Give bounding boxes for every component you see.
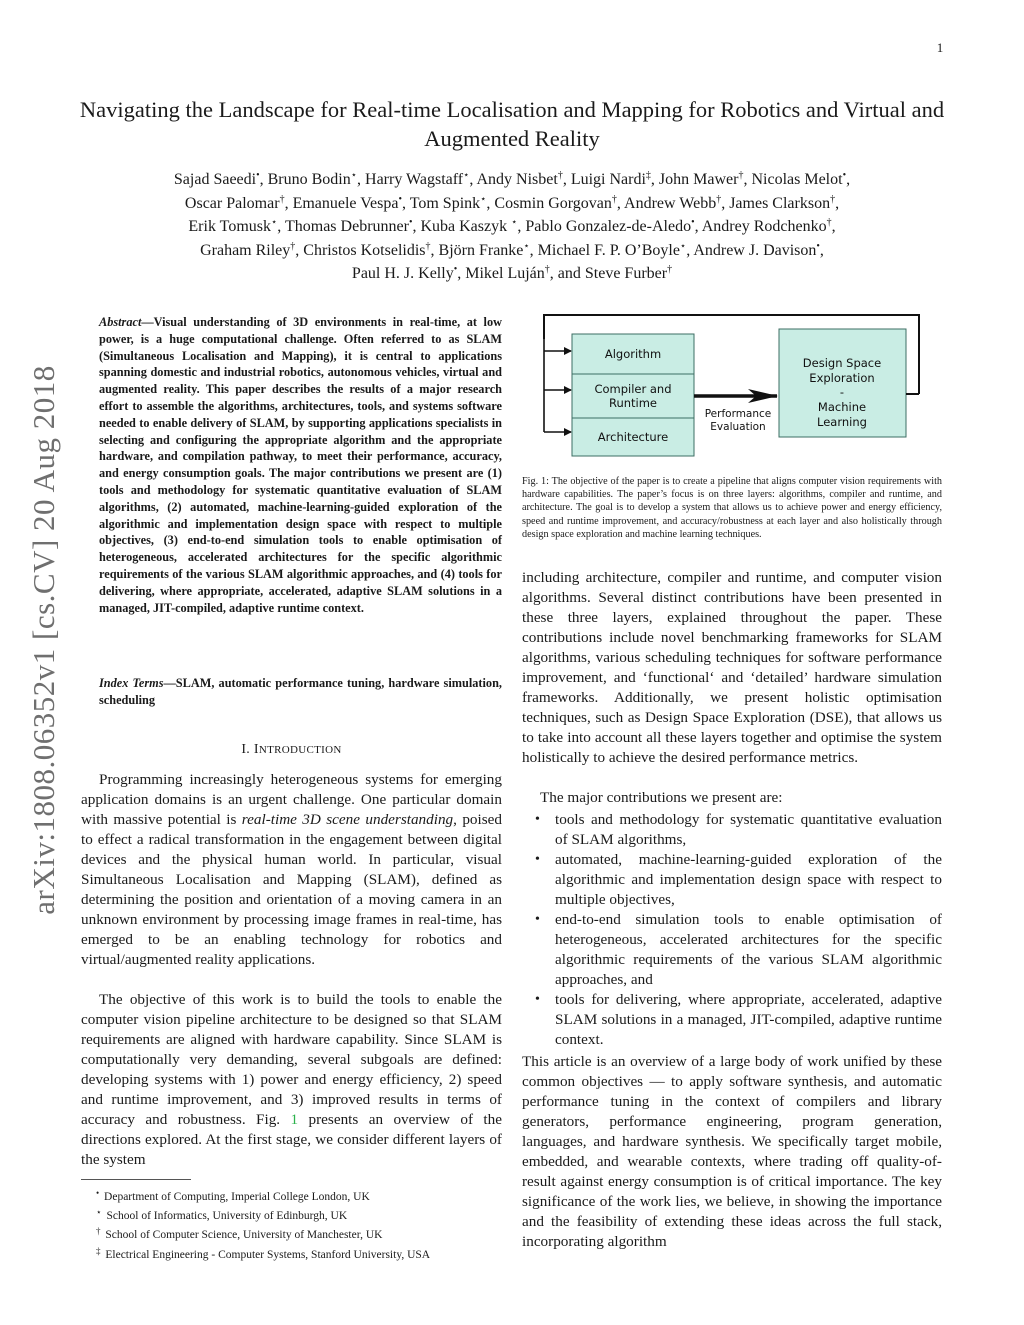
footnote-rule [81,1179,191,1180]
author-separator: , [694,218,702,235]
author-name: James Clarkson [729,194,831,212]
affiliation-mark: ⋆ [463,170,470,181]
footnote-2-mark: ⋆ [96,1207,102,1218]
author-separator: , [412,218,421,235]
author-name: Sajad Saeedi [173,171,257,188]
author-separator: , [562,171,571,188]
affiliation-mark: † [738,170,744,181]
author-separator: , [686,241,694,259]
figure-1 [522,306,942,471]
author-name: Björn Franke [438,241,524,259]
footnote-2 [96,1205,506,1224]
contributions-list [522,810,942,1050]
author-separator: , [616,194,625,212]
dse-label-line2: Exploration [809,371,875,385]
author-list [90,168,934,286]
author-name: Graham Riley [200,241,291,259]
section-title-rest: NTRODUCTION [258,744,342,756]
author-name: Andrey Rodchenko [701,218,827,235]
intro-p2-text-a: The objective of this work is to build the tools to enable the computer vision pipeline architecture to be designed so that SLAM requirements are aligned with hardware capability. Since SLAM is computationally very demanding, several subgoals are defined: developing systems with 1) power and energy efficiency, 2) speed and runtime improvement, and 3) improved results in terms of accuracy and robustness. Fig. [81,991,502,1128]
author-separator: , [284,194,293,212]
affiliation-mark: • [816,240,820,252]
author-separator: , [357,171,366,188]
index-terms [99,675,502,709]
footnote-4 [96,1244,506,1263]
section-heading [81,742,502,758]
author-separator: , [401,194,410,212]
footnote-4-mark: ‡ [96,1245,101,1256]
right-paragraph-1: including architecture, compiler and runtime, and computer vision algorithms. Several distinct contributions have been presented in these three layers, explained throughout the paper. These contributions include novel benchmarking frameworks for SLAM algorithms, various scheduling techniques for software performance improvement, and ‘functional‘ and ‘detailed’ hardware simulation frameworks. Additionally, we present holistic optimisation techniques, such as Design Space Exploration (DSE), that allows us to take into account all these layers together and optimise the system holistically to achieve the desired performance metrics. [522,569,942,766]
affiliation-mark: • [842,170,847,181]
intro-p1-text-b: , poised to effect a radical transformation in the engagement between digital devices and the physical human world. In particular, visual Simultaneous Localisation and Mapping (SLAM), defined as determining the position and orientation of a moving camera in an unknown environment by processing image frames in real-time, has emerged to be an enabling technology for robotics and virtual/augmented reality applications. [81,811,502,968]
affiliation-mark: † [425,240,431,252]
figure-1-caption: Fig. 1: The objective of the paper is to create a pipeline that aligns computer vision requirements with hardware capabilities. The paper’s focus is on three layers: algorithms, compiler and runtime, and architecture. The goal is to develop a system that allows us to achieve power and energy efficiency, speed and runtime improvement, and accuracy/robustness at each layer and also holistically through design space exploration and machine learning techniques. [522,476,942,540]
author-name: Nicolas Melot [751,171,843,188]
affiliation-mark: † [667,264,673,275]
author-separator: , [721,194,730,212]
affiliation-mark: ⋆ [271,217,278,228]
affiliation-mark: ⋆ [679,240,687,252]
compiler-label-line2: Runtime [608,396,658,410]
author-name: Kuba Kaszyk [420,218,512,235]
author-name: Andrew J. Davison [693,241,817,259]
affiliation-mark: ⋆ [480,193,487,205]
author-name: Andrew Webb [624,194,717,212]
list-item: • end-to-end simulation tools to enable optimisation of heterogeneous, accelerated architectures for the specific algorithmic requirements of the various SLAM algorithmic approaches, and [522,910,942,990]
index-terms-label: Index Terms [99,676,164,690]
affiliation-mark: • [453,264,458,275]
author-name: Tom Spink [409,194,481,212]
list-item: • automated, machine-learning-guided exploration of the algorithmic and implementation design space with respect to multiple objectives, [522,850,942,910]
affiliation-mark: † [290,240,296,252]
footnote-1-mark: • [96,1188,100,1198]
author-separator: , [469,171,477,188]
abstract-label: Abstract [99,315,142,329]
footnote-3-mark: † [96,1226,101,1237]
affiliation-mark: † [279,193,285,205]
author-separator: , [430,241,439,259]
affiliation-mark: ‡ [645,170,651,181]
affiliation-mark: † [611,193,617,205]
author-name: Thomas Debrunner [284,218,409,235]
abstract [99,314,502,616]
author-name: Pablo Gonzalez-de-Aledo [525,218,692,235]
author-name: Paul H. J. Kelly [351,265,454,282]
author-line-4 [90,239,934,263]
author-name: Harry Wagstaff [365,171,464,188]
author-name: Emanuele Vespa [292,194,399,212]
affiliation-mark: † [557,170,563,181]
contributions-intro: The major contributions we present are: [540,789,783,806]
author-name: Christos Kotselidis [303,241,426,259]
affiliation-mark: ⋆ [511,217,518,228]
architecture-label: Architecture [597,430,669,444]
author-separator: , [259,171,268,188]
dse-label-line1: Design Space [802,356,882,370]
author-separator: , [529,241,538,259]
list-item: • tools for delivering, where appropriate, accelerated, adaptive SLAM solutions in a managed, JIT-compiled, adaptive runtime context. [522,990,942,1050]
author-line-1 [90,168,934,192]
dse-label-line3: - [839,385,845,399]
author-name: Andy Nisbet [476,171,558,188]
author-separator: , and [549,265,585,282]
author-name: Cosmin Gorgovan [494,194,612,212]
affiliation-mark: † [830,193,836,205]
affiliation-mark: • [398,193,402,205]
abstract-text: —Visual understanding of 3D environments in real-time, at low power, is a huge computational challenge. Often referred to as SLAM (Simultaneous Localisation and Mapping), it is central to applications spanning domestic and industrial robotics, autonomous vehicles, virtual and augmented reality. This paper describes the results of a major research effort to assemble the algorithms, architectures, tools, and systems software needed to enable delivery of SLAM, by supporting applications specialists in selecting and configuring the appropriate algorithm and the appropriate hardware, and compilation pathway, to meet their performance, accuracy, and energy consumption goals. The major contributions we present are (1) tools and methodology for systematic quantitative evaluation of SLAM algorithms, (2) automated, machine-learning-guided exploration of the algorithmic and implementation design space with respect to multiple objectives, (3) end-to-end simulation tools to enable optimisation of heterogeneous, accelerated architectures for the specific algorithmic requirements of the various SLAM algorithmic approaches, and (4) tools for delivering, where appropriate, accelerated, adaptive SLAM solutions in a managed, JIT-compiled, adaptive runtime context. [99,315,502,615]
footnote-3-text: School of Computer Science, University of Manchester, UK [105,1229,383,1242]
author-separator: , [846,171,851,188]
footnote-2-text: School of Informatics, University of Edinburgh, UK [106,1210,348,1223]
footnote-1 [96,1186,506,1205]
affiliation-mark: † [826,217,832,228]
author-separator: , [835,194,840,212]
performance-label-line2: Evaluation [710,421,766,433]
dse-label-line4: Machine [817,400,867,414]
author-separator: , [819,241,824,259]
paper-title: Navigating the Landscape for Real-time Localisation and Mapping for Robotics and Virtual and Augmented Reality [79,97,945,151]
affiliation-mark: • [256,170,260,181]
author-name: Bruno Bodin [267,171,351,188]
footnotes [96,1186,506,1263]
dse-label-line5: Learning [817,415,867,429]
author-separator: , [486,194,495,212]
intro-p1-text-a: Programming increasingly heterogeneous systems for emerging application domains is an urgent challenge. One particular domain with massive potential is [81,771,502,828]
footnote-1-text: Department of Computing, Imperial College London, UK [104,1191,370,1203]
right-paragraph-3: This article is an overview of a large body of work unified by these common objectives — to apply software synthesis, and automatic performance tuning in the context of compilers and library generators, performance engineering, program generation, languages, and hardware synthesis. We specifically target mobile, embedded, and wearable contexts, where trading off quality-of-result against energy consumption is of critical importance. The key significance of the work lies, we believe, in showing the importance and the feasibility of extending these ideas across the full stack, incorporating algorithm [522,1053,942,1250]
author-name: Michael F. P. O’Boyle [537,241,680,259]
page-number: 1 [936,40,944,55]
affiliation-mark: ⋆ [350,170,358,181]
author-separator: , [650,171,659,188]
author-separator: , [295,241,304,259]
intro-paragraph-2 [81,990,502,1170]
section-title-first: I [253,742,259,757]
performance-label-line1: Performance [704,408,772,420]
affiliation-mark: • [691,217,695,228]
list-item: • tools and methodology for systematic quantitative evaluation of SLAM algorithms, [522,810,942,850]
intro-p1-emphasis: real-time 3D scene understanding [241,811,454,828]
section-number: I. [241,742,251,757]
arxiv-stamp-text: arXiv:1808.06352v1 [cs.CV] 20 Aug 2018 [26,365,61,915]
author-name: Mikel Luján [465,265,545,282]
index-terms-text: —SLAM, automatic performance tuning, hardware simulation, scheduling [99,676,502,707]
footnote-3 [96,1224,506,1243]
author-separator: , [457,265,466,282]
affiliation-mark: • [408,217,413,228]
intro-p2-text-b: presents an overview of the directions explored. At the first stage, we consider different layers of the system [81,1111,502,1168]
author-name: John Mawer [658,171,739,188]
affiliation-mark: ⋆ [523,240,530,252]
author-line-5 [90,262,934,286]
author-name: Luigi Nardi [570,171,646,188]
author-name: Oscar Palomar [184,194,280,212]
algorithm-label: Algorithm [604,347,662,361]
author-line-3 [90,215,934,239]
compiler-label-line1: Compiler and [594,382,672,396]
author-separator: , [743,171,752,188]
author-name: Steve Furber [584,265,668,282]
author-separator: , [831,218,836,235]
intro-paragraph-1 [81,770,502,970]
author-line-2 [90,192,934,216]
figure-1-diagram [522,306,942,471]
affiliation-mark: † [544,264,550,275]
figure-1-link[interactable]: 1 [290,1111,299,1128]
footnote-4-text: Electrical Engineering - Computer Systems, Stanford University, USA [105,1248,431,1261]
affiliation-mark: † [716,193,722,205]
author-name: Erik Tomusk [188,218,271,235]
author-separator: , [277,218,285,235]
author-separator: , [517,218,526,235]
